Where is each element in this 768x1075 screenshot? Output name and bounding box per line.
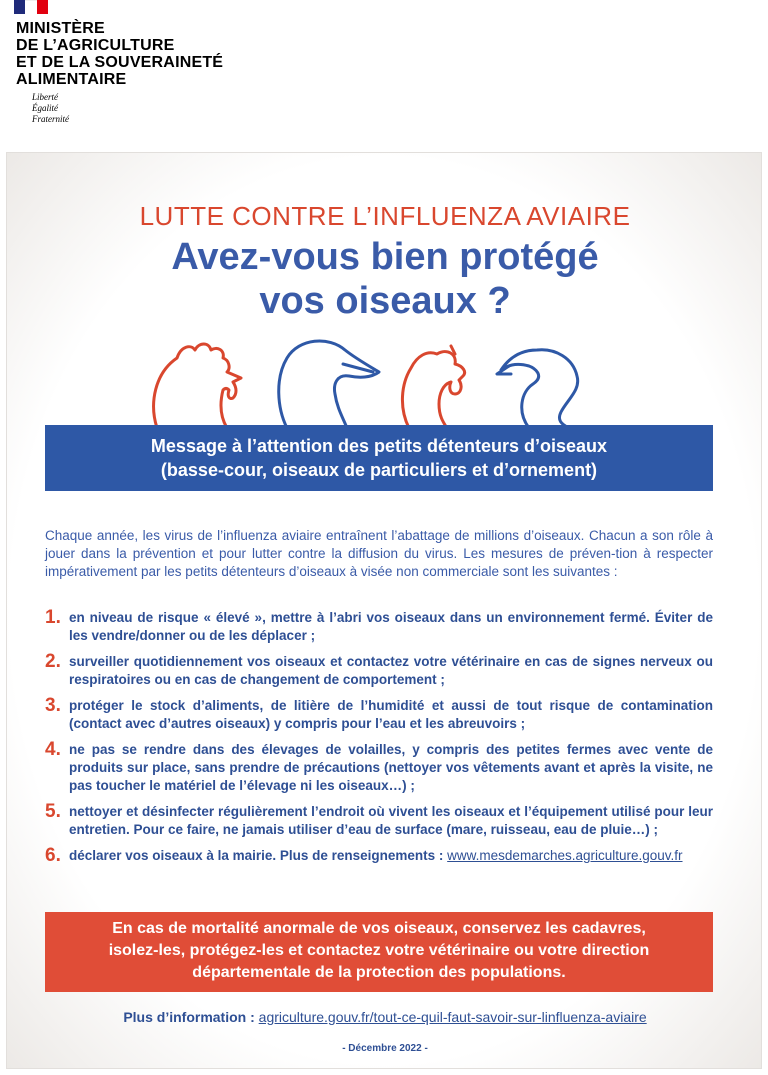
more-info bbox=[7, 1009, 763, 1025]
intro-paragraph: Chaque année, les virus de l’influenza aviaire entraînent l’abattage de millions d’oiseaux. Chacun a son rôle à jouer dans la prévention et pour lutter contre la diffusion du virus. Les mesures de préven-tion à respecter impérativement par les petits détenteurs d’oiseaux à visée non commerciale sont les suivantes : bbox=[45, 528, 713, 579]
poster-title bbox=[7, 235, 763, 323]
item-number: 1. bbox=[45, 607, 61, 628]
list-item bbox=[45, 741, 713, 795]
rooster-icon bbox=[154, 344, 241, 428]
alert-line: isolez-les, protégez-les et contactez votre vétérinaire ou votre direction bbox=[108, 942, 650, 959]
item-number: 5. bbox=[45, 801, 61, 822]
alert-line: départementale de la protection des populations. bbox=[192, 964, 566, 981]
item-text: en niveau de risque « élevé », mettre à l’abri vos oiseaux dans un environnement fermé. Éviter de les vendre/donner ou de les déplacer ; bbox=[69, 610, 713, 643]
ministry-line: DE L’AGRICULTURE bbox=[16, 37, 175, 54]
item-text: nettoyer et désinfecter régulièrement l’endroit où vivent les oiseaux et l’équipement utilisé pour leur entretien. Pour ce faire, ne jamais utiliser d’eau de surface (mare, ruisseau, eau de pluie…) ; bbox=[69, 804, 713, 837]
mesdemarches-link[interactable]: www.mesdemarches.agriculture.gouv.fr bbox=[447, 848, 683, 863]
more-info-link[interactable]: agriculture.gouv.fr/tout-ce-quil-faut-savoir-sur-linfluenza-aviaire bbox=[258, 1009, 647, 1025]
item-number: 4. bbox=[45, 739, 61, 760]
motto-line: Égalité bbox=[32, 103, 58, 113]
goose-icon bbox=[279, 341, 379, 428]
ministry-line: ALIMENTAIRE bbox=[16, 71, 127, 88]
list-item bbox=[45, 653, 713, 689]
poster-kicker: LUTTE CONTRE L’INFLUENZA AVIAIRE bbox=[139, 201, 631, 231]
banner-line: Message à l’attention des petits détenteurs d’oiseaux bbox=[150, 436, 608, 456]
item-number: 3. bbox=[45, 695, 61, 716]
turkey-icon bbox=[402, 346, 464, 428]
poster bbox=[6, 152, 762, 1069]
ministry-name bbox=[16, 20, 223, 88]
item-text: protéger le stock d’aliments, de litière de l’humidité et aussi de tout risque de contamination (contact avec d’autres oiseaux) y compris pour l’eau et les abreuvoirs ; bbox=[69, 698, 713, 731]
birds-illustration bbox=[137, 328, 637, 428]
banner-line: (basse-cour, oiseaux de particuliers et d’ornement) bbox=[160, 460, 598, 480]
item-text: ne pas se rendre dans des élevages de volailles, y compris des petites fermes avec vente de produits sur place, sans prendre de précautions (nettoyer vos vêtements avant et après la visite, ne pas toucher le matériel de l’élevage ni les oiseaux…) ; bbox=[69, 742, 713, 793]
measures-list bbox=[45, 609, 713, 873]
ministry-header bbox=[0, 0, 768, 140]
title-line: vos oiseaux ? bbox=[259, 280, 511, 322]
republic-motto bbox=[32, 92, 69, 125]
alert-line: En cas de mortalité anormale de vos oiseaux, conservez les cadavres, bbox=[112, 920, 646, 937]
more-info-label: Plus d’information : bbox=[123, 1009, 259, 1025]
list-item bbox=[45, 609, 713, 645]
list-item bbox=[45, 803, 713, 839]
item-text: surveiller quotidiennement vos oiseaux et contactez votre vétérinaire en cas de signes nerveux ou respiratoires ou en cas de changement de comportement ; bbox=[69, 654, 713, 687]
marianne-logo bbox=[14, 0, 48, 14]
title-line: Avez-vous bien protégé bbox=[171, 236, 599, 278]
ministry-line: ET DE LA SOUVERAINETÉ bbox=[16, 54, 224, 71]
motto-line: Fraternité bbox=[32, 114, 69, 124]
poster-date: - Décembre 2022 - bbox=[342, 1043, 428, 1054]
list-item bbox=[45, 847, 713, 865]
item-text-part: déclarer vos oiseaux à la mairie. Plus de renseignements : bbox=[69, 848, 448, 863]
list-item bbox=[45, 697, 713, 733]
target-audience-banner bbox=[45, 425, 713, 491]
ministry-line: MINISTÈRE bbox=[16, 20, 105, 37]
alert-banner bbox=[45, 912, 713, 992]
item-number: 6. bbox=[45, 845, 61, 866]
item-number: 2. bbox=[45, 651, 61, 672]
item-text bbox=[69, 847, 713, 865]
motto-line: Liberté bbox=[32, 92, 58, 102]
duck-icon bbox=[497, 350, 578, 428]
